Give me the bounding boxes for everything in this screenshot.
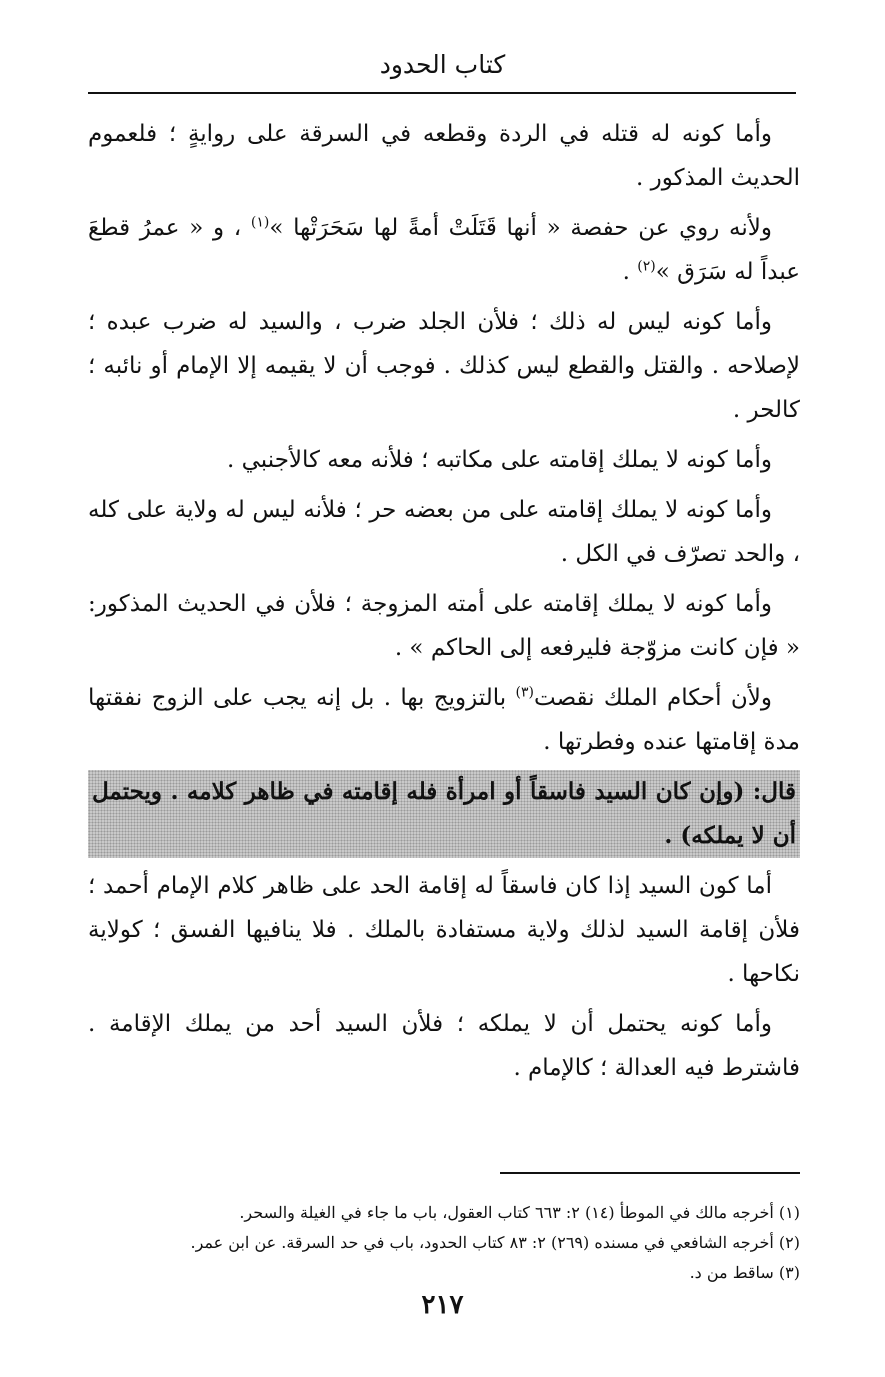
paragraph: وأما كونه لا يملك إقامته على أمته المزوجة ؛ فلأن في الحديث المذكور: « فإن كانت مزوّجة فليرفعه إلى الحاكم » .: [88, 591, 800, 661]
footnote: (٣) ساقط من د.: [689, 1263, 800, 1282]
paragraph: ولأن أحكام الملك نقصت$^{(٣)}$ بالتزويج بها . بل إنه يجب على الزوج نفقتها مدة إقامتها عنده وفطرتها .: [88, 684, 800, 755]
paragraph: وأما كونه ليس له ذلك ؛ فلأن الجلد ضرب ، والسيد له ضرب عبده ؛ لإصلاحه . والقتل والقطع ليس كذلك . فوجب أن لا يقيمه إلا الإمام أو نائبه ؛ كالحر .: [88, 309, 800, 423]
main-text: [88, 112, 800, 1096]
footnote-rule: [500, 1172, 800, 1174]
footnotes: [88, 1198, 800, 1288]
matn-highlight: قال: (وإن كان السيد فاسقاً أو امرأة فله إقامته في ظاهر كلامه . ويحتمل أن لا يملكه) .: [88, 770, 800, 858]
running-head: كتاب الحدود: [379, 50, 506, 79]
footnote-ref: (١): [250, 214, 270, 231]
page-number: ٢١٧: [421, 1290, 464, 1320]
paragraph: ولأنه روي عن حفصة « أنها قَتَلَتْ أمةً لها سَحَرَتْها »$^{(١)}$ ، و « عمرُ قطعَ عبداً له سَرَق »$^{(٢)}$ .: [88, 214, 800, 285]
footnote-ref: (٣): [515, 684, 534, 701]
paragraph: وأما كونه يحتمل أن لا يملكه ؛ فلأن السيد أحد من يملك الإقامة . فاشترط فيه العدالة ؛ كالإمام .: [88, 1011, 800, 1081]
footnote: (٢) أخرجه الشافعي في مسنده (٢٦٩) ٢: ٨٣ كتاب الحدود، باب في حد السرقة. عن ابن عمر.: [190, 1233, 800, 1252]
header-rule: [88, 92, 796, 94]
paragraph: وأما كونه لا يملك إقامته على من بعضه حر ؛ فلأنه ليس له ولاية على كله ، والحد تصرّف في الكل .: [88, 497, 800, 567]
paragraph: وأما كونه لا يملك إقامته على مكاتبه ؛ فلأنه معه كالأجنبي .: [227, 447, 772, 473]
footnote-ref: (٢): [637, 258, 656, 275]
footnote: (١) أخرجه مالك في الموطأ (١٤) ٢: ٦٦٣ كتاب العقول، باب ما جاء في الغيلة والسحر.: [239, 1203, 800, 1222]
paragraph: أما كون السيد إذا كان فاسقاً له إقامة الحد على ظاهر كلام الإمام أحمد ؛ فلأن إقامة السيد لذلك ولاية مستفادة بالملك . فلا ينافيها الفسق ؛ كولاية نكاحها .: [88, 873, 800, 987]
paragraph: وأما كونه له قتله في الردة وقطعه في السرقة على روايةٍ ؛ فلعموم الحديث المذكور .: [88, 121, 800, 191]
